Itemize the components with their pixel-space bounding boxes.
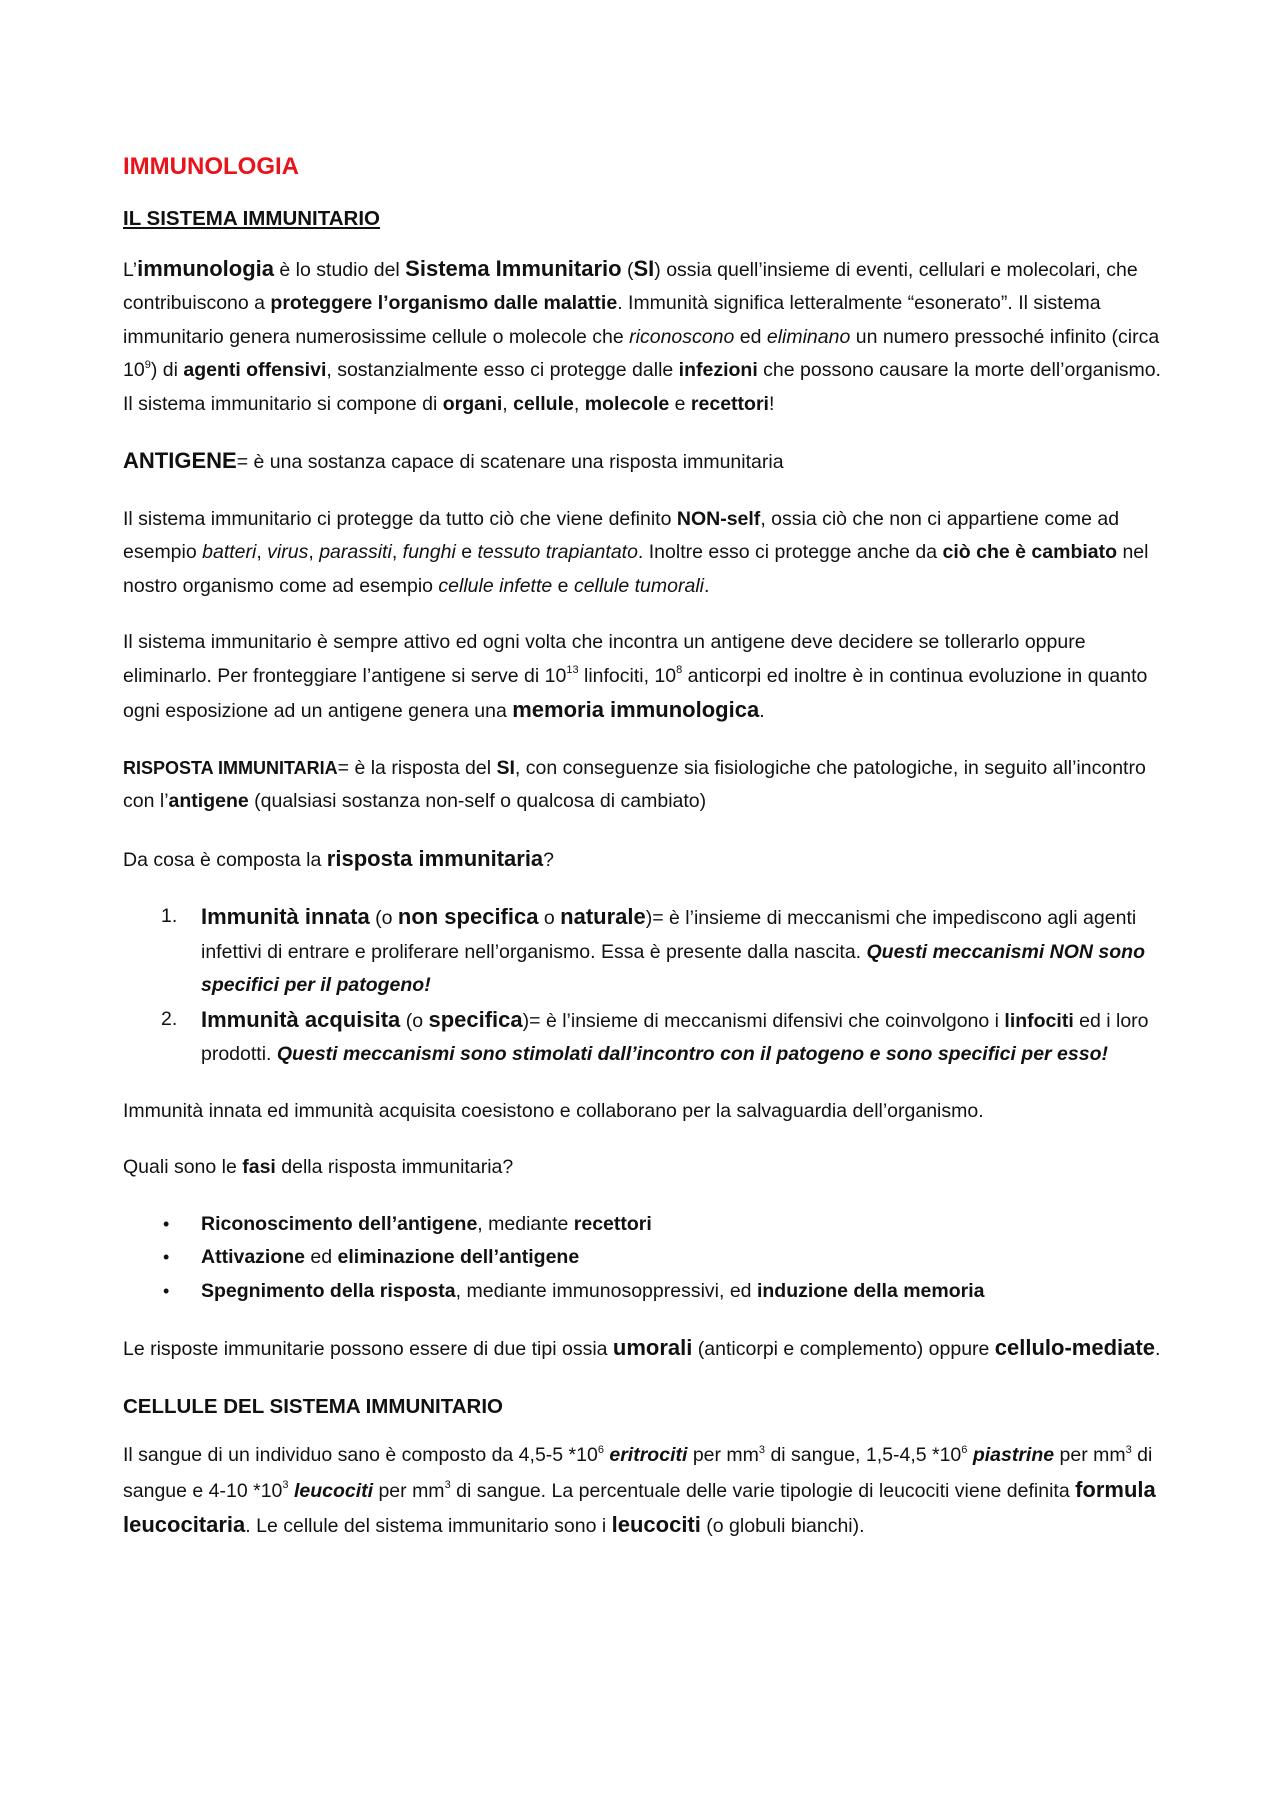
section-heading-cellule: CELLULE DEL SISTEMA IMMUNITARIO <box>123 1394 504 1418</box>
paragraph-memoria-immunologica: Il sistema immunitario è sempre attivo ed ogni volta che incontra un antigene deve decidere se tollerarlo oppure eliminarlo. Per fronteggiare l’antigene si serve di $10^{13}$ linfociti, $10^8$ anticorpi ed inoltre è in continua evoluzione in quanto ogni esposizione ad un antigene genera una memoria immunologica. <box>123 631 1148 722</box>
list-number: 2. <box>161 1007 178 1030</box>
bullet-icon: • <box>163 1247 170 1267</box>
paragraph-question-phases: Quali sono le fasi della risposta immunitaria? <box>123 1156 514 1178</box>
list-number: 1. <box>161 905 178 927</box>
list-item: 2. Immunità acquisita (o specifica)= è l’insieme di meccanismi difensivi che coinvolgono i linfociti ed i loro prodotti. Questi meccanismi sono stimolati dall’incontro con il patogeno e sono specifici per esso! <box>123 1003 1171 1072</box>
section-heading-sistema-immunitario: IL SISTEMA IMMUNITARIO <box>123 207 381 230</box>
paragraph-response-types: Le risposte immunitarie possono essere di due tipi ossia umorali (anticorpi e complemento) oppure cellulo-mediate. <box>123 1335 1161 1360</box>
paragraph-risposta-immunitaria: RISPOSTA IMMUNITARIA= è la risposta del SI, con conseguenze sia fisiologiche che patologiche, in seguito all’incontro con l’antigene (qualsiasi sostanza non-self o qualcosa di cambiato) <box>123 756 1146 812</box>
document-body <box>123 150 1171 1567</box>
paragraph-blood-composition: Il sangue di un individuo sano è composto da 4,5-5 $*10^6$ eritrociti per $mm^3$ di sangue, 1,5-4,5 $*10^6$ piastrine per $mm^3$ di sangue e 4-10 $*10^3$ leucociti per $mm^3$ di sangue. La percentuale delle varie tipologie di leucociti viene definita formula leucocitaria. Le cellule del sistema immunitario sono i leucociti (o globuli bianchi). <box>123 1443 1156 1537</box>
numbered-list-immunity-types <box>123 900 1171 1072</box>
paragraph-antigene-definition: ANTIGENE= è una sostanza capace di scatenare una risposta immunitaria <box>123 448 784 473</box>
document-title: IMMUNOLOGIA <box>123 153 299 180</box>
bullet-icon: • <box>163 1213 170 1234</box>
paragraph-question-composition: Da cosa è composta la risposta immunitaria? <box>123 845 555 871</box>
paragraph-immunologia-definition: L’immunologia è lo studio del Sistema Immunitario (SI) ossia quell’insieme di eventi, cellulari e molecolari, che contribuiscono a proteggere l’organismo dalle malattie. Immunità significa letteralmente “esonerato”. Il sistema immunitario genera numerosissime cellule o molecole che riconoscono ed eliminano un numero pressoché infinito (circa $10^9$) di agenti offensivi, sostanzialmente esso ci protegge dalle infezioni che possono causare la morte dell’organismo. Il sistema immunitario si compone di organi, cellule, molecole e recettori! <box>123 255 1161 415</box>
list-item: 1. Immunità innata (o non specifica o naturale)= è l’insieme di meccanismi che impediscono agli agenti infettivi di entrare e proliferare nell’organismo. Essa è presente dalla nascita. Questi meccanismi NON sono specifici per il patogeno! <box>123 900 1171 1003</box>
list-item: • Attivazione ed eliminazione dell’antigene <box>123 1241 1171 1275</box>
bullet-list-phases <box>123 1208 1171 1309</box>
list-item: • Riconoscimento dell’antigene, mediante recettori <box>123 1208 1171 1242</box>
list-item: • Spegnimento della risposta, mediante immunosoppressivi, ed induzione della memoria <box>123 1275 1171 1309</box>
bullet-icon: • <box>163 1280 170 1301</box>
paragraph-coexistence: Immunità innata ed immunità acquisita coesistono e collaborano per la salvaguardia dell’organismo. <box>123 1099 984 1122</box>
paragraph-non-self: Il sistema immunitario ci protegge da tutto ciò che viene definito NON-self, ossia ciò che non ci appartiene come ad esempio batteri, virus, parassiti, funghi e tessuto trapiantato. Inoltre esso ci protegge anche da ciò che è cambiato nel nostro organismo come ad esempio cellule infette e cellule tumorali. <box>123 507 1149 597</box>
